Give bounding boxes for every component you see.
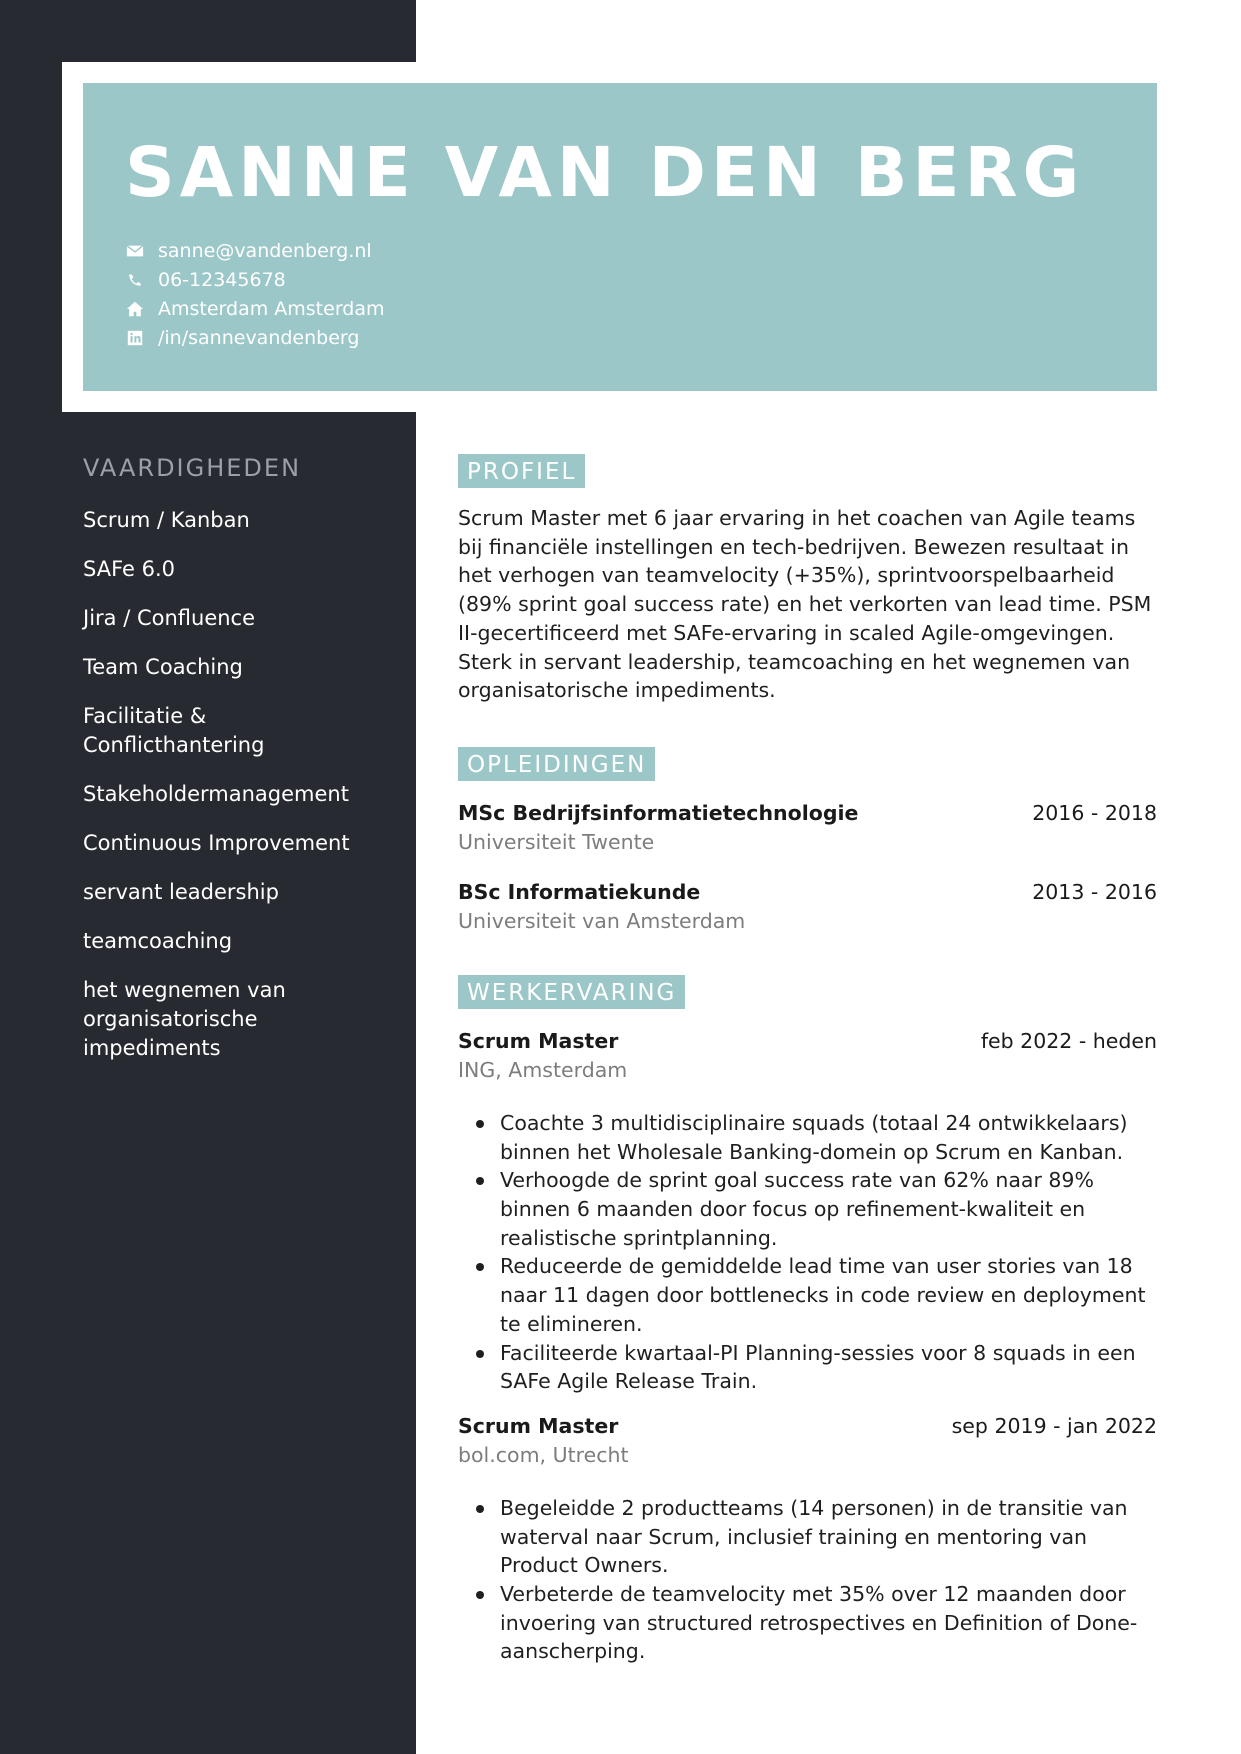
contact-phone-text: 06-12345678 xyxy=(158,268,286,291)
job-item xyxy=(458,1412,1157,1666)
home-icon xyxy=(125,299,145,319)
skill-item: Continuous Improvement xyxy=(83,831,350,855)
skill-item: Team Coaching xyxy=(83,655,243,679)
contact-phone[interactable] xyxy=(125,265,385,294)
contact-address xyxy=(125,294,385,323)
job-item xyxy=(458,1027,1157,1396)
skill-item: het wegnemen van organisatorische impediments xyxy=(83,978,286,1060)
skill-item: Stakeholdermanagement xyxy=(83,782,349,806)
education-list xyxy=(458,799,1157,935)
school-name: Universiteit van Amsterdam xyxy=(458,908,746,933)
job-company: bol.com, Utrecht xyxy=(458,1442,629,1467)
contact-email[interactable] xyxy=(125,236,385,265)
skill-item: Jira / Confluence xyxy=(83,606,256,630)
bullet-item: Reduceerde de gemiddelde lead time van user stories van 18 naar 11 dagen door bottlenecks in code review en deployment te elimineren. xyxy=(473,1252,1157,1338)
contact-email-text: sanne@vandenberg.nl xyxy=(158,239,372,262)
experience-list xyxy=(458,1027,1157,1666)
contact-linkedin[interactable] xyxy=(125,323,385,352)
skill-item: teamcoaching xyxy=(83,929,233,953)
skill-item: Scrum / Kanban xyxy=(83,508,250,532)
skills-list xyxy=(83,506,383,1083)
bullet-item: Verhoogde de sprint goal success rate van 62% naar 89% binnen 6 maanden door focus op refinement-kwaliteit en realistische sprintplanning. xyxy=(473,1166,1157,1252)
skill-item: Facilitatie & Conflicthantering xyxy=(83,704,265,757)
skills-heading: VAARDIGHEDEN xyxy=(83,454,302,482)
linkedin-icon xyxy=(125,328,145,348)
bullet-item: Verbeterde de teamvelocity met 35% over 12 maanden door invoering van structured retrospectives en Definition of Done-aanscherping. xyxy=(473,1580,1157,1666)
contact-list xyxy=(125,236,385,352)
education-item xyxy=(458,878,1157,935)
profile-section xyxy=(458,454,1157,705)
job-period: sep 2019 - jan 2022 xyxy=(951,1413,1157,1438)
bullet-item: Coachte 3 multidisciplinaire squads (totaal 24 ontwikkelaars) binnen het Wholesale Banking-domein op Scrum en Kanban. xyxy=(473,1109,1157,1166)
education-section xyxy=(458,747,1157,935)
profile-heading: PROFIEL xyxy=(458,454,585,488)
education-period: 2013 - 2016 xyxy=(1032,879,1157,904)
job-period: feb 2022 - heden xyxy=(980,1028,1157,1053)
school-name: Universiteit Twente xyxy=(458,829,655,854)
education-period: 2016 - 2018 xyxy=(1032,800,1157,825)
education-heading: OPLEIDINGEN xyxy=(458,747,655,781)
job-role: Scrum Master xyxy=(458,1028,619,1053)
envelope-icon xyxy=(125,241,145,261)
education-item xyxy=(458,799,1157,856)
candidate-name: SANNE VAN DEN BERG xyxy=(125,133,1085,213)
header xyxy=(83,83,1157,391)
contact-address-text: Amsterdam Amsterdam xyxy=(158,297,385,320)
experience-heading: WERKERVARING xyxy=(458,975,685,1009)
phone-icon xyxy=(125,270,145,290)
degree-title: BSc Informatiekunde xyxy=(458,879,701,904)
skill-item: servant leadership xyxy=(83,880,279,904)
bullet-item: Begeleidde 2 productteams (14 personen) in de transitie van waterval naar Scrum, inclusief training en mentoring van Product Owners. xyxy=(473,1494,1157,1580)
experience-section xyxy=(458,975,1157,1666)
skill-item: SAFe 6.0 xyxy=(83,557,176,581)
job-role: Scrum Master xyxy=(458,1413,619,1438)
main-content xyxy=(458,454,1157,1666)
bullet-item: Faciliteerde kwartaal-PI Planning-sessies voor 8 squads in een SAFe Agile Release Train. xyxy=(473,1339,1157,1396)
contact-linkedin-text: /in/sannevandenberg xyxy=(158,326,360,349)
job-bullets xyxy=(458,1109,1157,1396)
job-company: ING, Amsterdam xyxy=(458,1057,628,1082)
job-bullets xyxy=(458,1494,1157,1666)
profile-text: Scrum Master met 6 jaar ervaring in het coachen van Agile teams bij financiële instellingen en tech-bedrijven. Bewezen resultaat in het verhogen van teamvelocity (+35%), sprintvoorspelbaarheid (89% sprint goal success rate) en het verkorten van lead time. PSM II-gecertificeerd met SAFe-ervaring in scaled Agile-omgevingen. Sterk in servant leadership, teamcoaching en het wegnemen van organisatorische impediments. xyxy=(458,506,1152,703)
degree-title: MSc Bedrijfsinformatietechnologie xyxy=(458,800,859,825)
